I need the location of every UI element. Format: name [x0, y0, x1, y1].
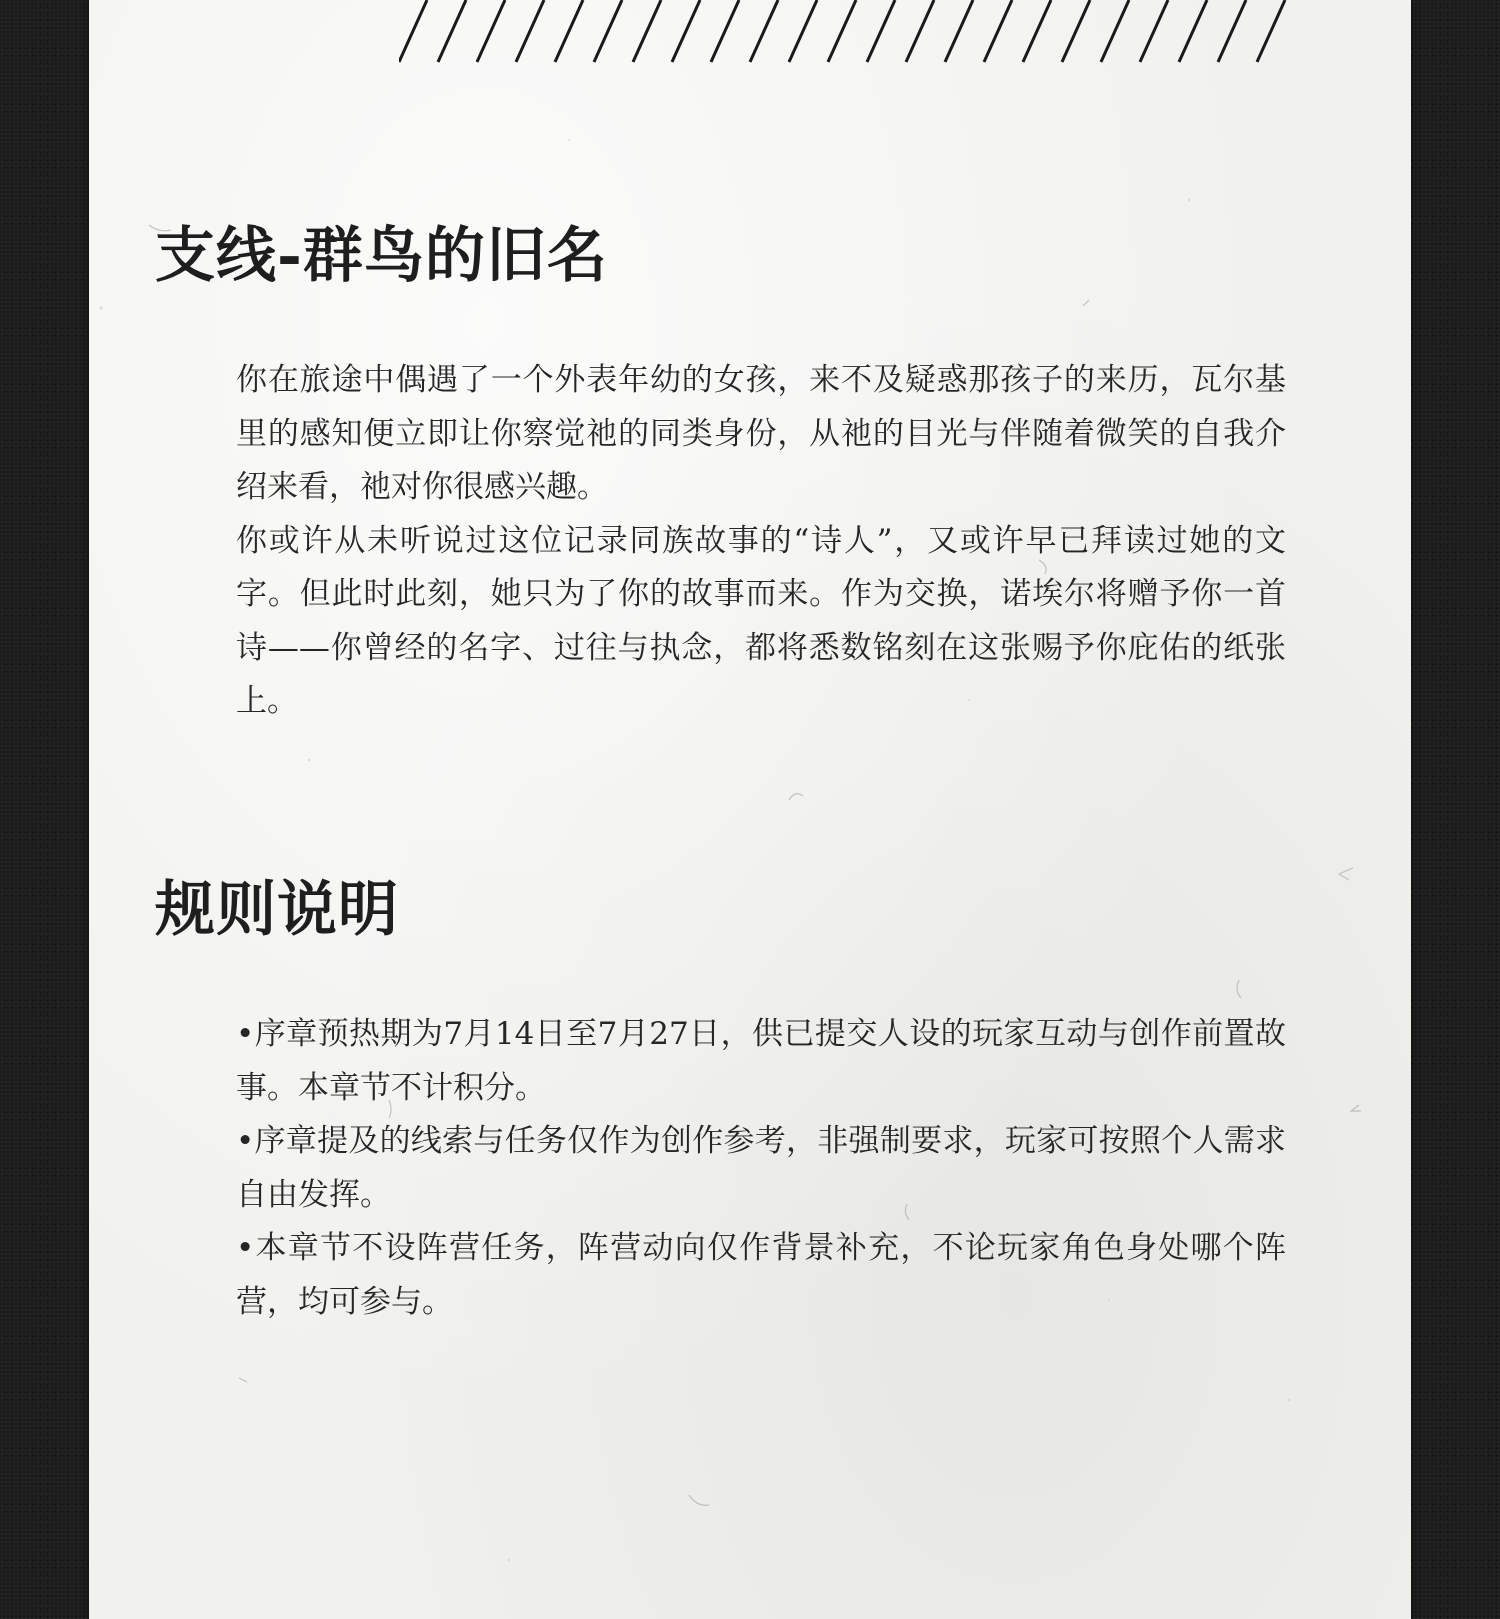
story-paragraph: 你在旅途中偶遇了一个外表年幼的女孩，来不及疑惑那孩子的来历，瓦尔基里的感知便立即让你察觉祂的同类身份，从祂的目光与伴随着微笑的自我介绍来看，祂对你很感兴趣。 — [236, 362, 1286, 505]
diagonal-stripe — [1101, 0, 1129, 62]
diagonal-stripe — [1179, 0, 1207, 62]
diagonal-stripe — [672, 0, 700, 62]
diagonal-stripe — [477, 0, 505, 62]
story-text — [236, 354, 1286, 729]
diagonal-stripe — [555, 0, 583, 62]
rules-list — [236, 1008, 1286, 1329]
diagonal-stripe — [750, 0, 778, 62]
paper-sheet — [89, 0, 1411, 1619]
diagonal-stripe — [1218, 0, 1246, 62]
section-title-rules: 规则说明 — [155, 875, 399, 945]
diagonal-stripe — [789, 0, 817, 62]
diagonal-stripe — [594, 0, 622, 62]
diagonal-stripe — [516, 0, 544, 62]
story-paragraph: 你或许从未听说过这位记录同族故事的“诗人”，又或许早已拜读过她的文字。但此时此刻，她只为了你的故事而来。作为交换，诺埃尔将赠予你一首诗——你曾经的名字、过往与执念，都将悉数铭刻在这张赐予你庇佑的纸张上。 — [236, 522, 1286, 719]
diagonal-stripe — [399, 0, 427, 62]
rule-item: •本章节不设阵营任务，阵营动向仅作背景补充，不论玩家角色身处哪个阵营，均可参与。 — [236, 1230, 1286, 1320]
diagonal-stripe — [945, 0, 973, 62]
diagonal-stripe — [633, 0, 661, 62]
diagonal-stripe — [438, 0, 466, 62]
diagonal-stripe — [867, 0, 895, 62]
diagonal-stripe — [1062, 0, 1090, 62]
diagonal-stripe — [711, 0, 739, 62]
diagonal-stripe — [906, 0, 934, 62]
diagonal-stripe — [1140, 0, 1168, 62]
rule-item: •序章预热期为7月14日至7月27日，供已提交人设的玩家互动与创作前置故事。本章节不计积分。 — [236, 1016, 1286, 1106]
diagonal-stripe — [1023, 0, 1051, 62]
diagonal-stripe — [984, 0, 1012, 62]
rule-item: •序章提及的线索与任务仅作为创作参考，非强制要求，玩家可按照个人需求自由发挥。 — [236, 1123, 1286, 1213]
section-title-side-quest: 支线-群鸟的旧名 — [155, 221, 608, 291]
diagonal-stripe — [828, 0, 856, 62]
diagonal-stripe — [1257, 0, 1285, 62]
